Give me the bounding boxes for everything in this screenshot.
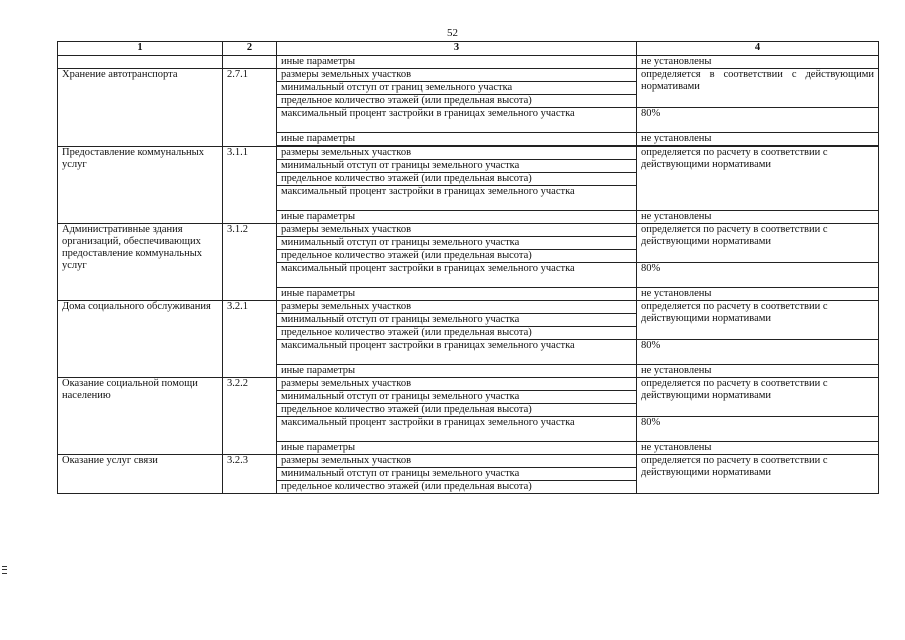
parameter-cell: предельное количество этажей (или предельная высота)	[277, 95, 637, 108]
table-row	[58, 301, 879, 314]
parameter-cell: минимальный отступ от границы земельного участка	[277, 160, 637, 173]
table-row	[58, 455, 879, 468]
regulations-table	[57, 41, 879, 494]
table-row	[58, 378, 879, 391]
code-cell: 2.7.1	[223, 69, 277, 147]
parameter-cell: предельное количество этажей (или предельная высота)	[277, 404, 637, 417]
parameter-cell: максимальный процент застройки в границах земельного участка	[277, 417, 637, 442]
parameter-cell: минимальный отступ от границ земельного участка	[277, 82, 637, 95]
header-col-4: 4	[637, 42, 879, 56]
value-cell: определяется по расчету в соответствии с действующими нормативами	[637, 224, 879, 263]
value-cell: определяется по расчету в соответствии с действующими нормативами	[637, 301, 879, 340]
empty-cell	[58, 56, 223, 69]
parameter-cell: максимальный процент застройки в границах земельного участка	[277, 340, 637, 365]
empty-cell	[223, 56, 277, 69]
value-cell: 80%	[637, 417, 879, 442]
value-cell: 80%	[637, 340, 879, 365]
value-cell: не установлены	[637, 365, 879, 378]
use-type-cell: Хранение автотранспорта	[58, 69, 223, 147]
value-cell: не установлены	[637, 211, 879, 224]
page-number: 52	[447, 27, 458, 39]
value-cell: определяется по расчету в соответствии с действующими нормативами	[637, 378, 879, 417]
code-cell: 3.2.1	[223, 301, 277, 378]
value-cell: не установлены	[637, 288, 879, 301]
parameter-cell: минимальный отступ от границы земельного участка	[277, 314, 637, 327]
code-cell: 3.1.2	[223, 224, 277, 301]
header-col-3: 3	[277, 42, 637, 56]
parameter-cell: иные параметры	[277, 56, 637, 69]
header-col-1: 1	[58, 42, 223, 56]
parameter-cell: предельное количество этажей (или предельная высота)	[277, 481, 637, 494]
table-row	[58, 69, 879, 82]
parameter-cell: иные параметры	[277, 288, 637, 301]
parameter-cell: максимальный процент застройки в границах земельного участка	[277, 186, 637, 211]
value-cell: определяется по расчету в соответствии с действующими нормативами	[637, 455, 879, 494]
table-row	[58, 224, 879, 237]
parameter-cell: предельное количество этажей (или предельная высота)	[277, 250, 637, 263]
use-type-cell: Дома социального обслуживания	[58, 301, 223, 378]
use-type-cell: Оказание услуг связи	[58, 455, 223, 494]
value-cell: определяется в соответствии с действующими нормативами	[637, 69, 879, 108]
parameter-cell: иные параметры	[277, 365, 637, 378]
use-type-cell: Предоставление коммунальных услуг	[58, 147, 223, 224]
parameter-cell: размеры земельных участков	[277, 301, 637, 314]
parameter-cell: размеры земельных участков	[277, 455, 637, 468]
parameter-cell: предельное количество этажей (или предельная высота)	[277, 173, 637, 186]
parameter-cell: иные параметры	[277, 211, 637, 224]
parameter-cell: размеры земельных участков	[277, 378, 637, 391]
value-cell: не установлены	[637, 133, 879, 146]
parameter-cell: иные параметры	[277, 133, 637, 146]
parameter-cell: иные параметры	[277, 442, 637, 455]
value-cell: 80%	[637, 108, 879, 133]
use-type-cell: Административные здания организаций, обеспечивающих предоставление коммунальных услуг	[58, 224, 223, 301]
parameter-cell: размеры земельных участков	[277, 224, 637, 237]
parameter-cell: минимальный отступ от границы земельного участка	[277, 391, 637, 404]
margin-mark	[2, 566, 7, 574]
table-row	[58, 56, 879, 69]
table-row	[58, 147, 879, 160]
value-cell: 80%	[637, 263, 879, 288]
header-col-2: 2	[223, 42, 277, 56]
parameter-cell: размеры земельных участков	[277, 147, 637, 160]
code-cell: 3.2.2	[223, 378, 277, 455]
parameter-cell: максимальный процент застройки в границах земельного участка	[277, 108, 637, 133]
value-cell: не установлены	[637, 442, 879, 455]
value-cell: не установлены	[637, 56, 879, 69]
parameter-cell: минимальный отступ от границы земельного участка	[277, 237, 637, 250]
parameter-cell: размеры земельных участков	[277, 69, 637, 82]
parameter-cell: предельное количество этажей (или предельная высота)	[277, 327, 637, 340]
table-header-row	[58, 42, 879, 56]
parameter-cell: максимальный процент застройки в границах земельного участка	[277, 263, 637, 288]
use-type-cell: Оказание социальной помощи населению	[58, 378, 223, 455]
parameter-cell: минимальный отступ от границы земельного участка	[277, 468, 637, 481]
code-cell: 3.1.1	[223, 147, 277, 224]
value-cell: определяется по расчету в соответствии с действующими нормативами	[637, 147, 879, 211]
code-cell: 3.2.3	[223, 455, 277, 494]
